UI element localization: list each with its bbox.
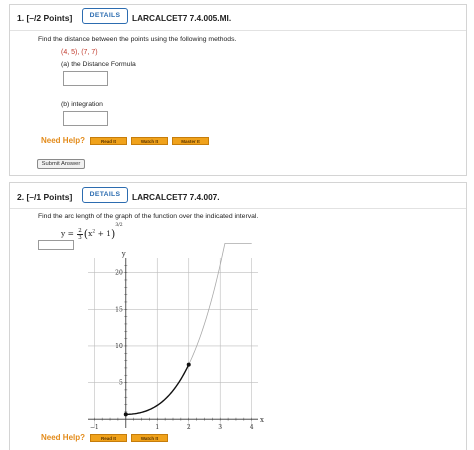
question-1-card (9, 4, 467, 176)
fraction-two-thirds: $\frac{2}{3}$ (78, 227, 82, 241)
x-tick-label: 4 (249, 424, 254, 432)
y-tick-label: 5 (118, 379, 123, 387)
part-a-label: (a) the Distance Formula (61, 61, 136, 68)
y-tick-label: 10 (115, 342, 123, 350)
watch-it-button[interactable]: Watch It (131, 137, 168, 145)
submit-answer-button[interactable]: Submit Answer (37, 159, 85, 169)
given-points: (4, 5), (7, 7) (61, 49, 98, 56)
x-tick-label: 2 (186, 424, 191, 432)
part-a-answer-input[interactable] (63, 71, 108, 86)
endpoint-marker (187, 363, 191, 367)
question-prompt: Find the distance between the points using the following methods. (38, 36, 237, 43)
part-b-answer-input[interactable] (63, 111, 108, 126)
watch-it-button[interactable]: Watch It (131, 434, 168, 442)
details-button[interactable]: DETAILS (82, 187, 128, 203)
details-button[interactable]: DETAILS (82, 8, 128, 24)
question-2-card (9, 182, 467, 450)
y-tick-label: 15 (115, 306, 123, 314)
header-divider (10, 208, 466, 209)
problem-id: LARCALCET7 7.4.005.MI. (132, 13, 232, 23)
question-1-number: 1. [–/2 Points] (17, 13, 73, 23)
function-formula: y = $\frac{2}{3}$ $(x^2 + 1)^{3/2}$ (61, 223, 123, 241)
need-help-label: Need Help? (41, 433, 86, 442)
question-2-number: 2. [–/1 Points] (17, 192, 73, 202)
master-it-button[interactable]: Master It (172, 137, 209, 145)
x-tick-label: −1 (89, 424, 99, 432)
x-tick-label: 1 (155, 424, 160, 432)
question-prompt: Find the arc length of the graph of the function over the indicated interval. (38, 213, 259, 220)
x-axis-label: x (260, 416, 264, 425)
endpoint-marker (124, 412, 128, 416)
header-divider (10, 30, 466, 31)
part-b-label: (b) integration (61, 101, 103, 108)
read-it-button[interactable]: Read It (90, 137, 127, 145)
need-help-label: Need Help? (41, 136, 86, 145)
y-axis-label: y (121, 250, 126, 258)
function-graph (88, 250, 264, 432)
y-tick-label: 20 (115, 269, 123, 277)
arc-length-answer-input[interactable] (38, 240, 74, 250)
problem-id: LARCALCET7 7.4.007. (132, 192, 220, 202)
read-it-button[interactable]: Read It (90, 434, 127, 442)
x-tick-label: 3 (218, 424, 223, 432)
